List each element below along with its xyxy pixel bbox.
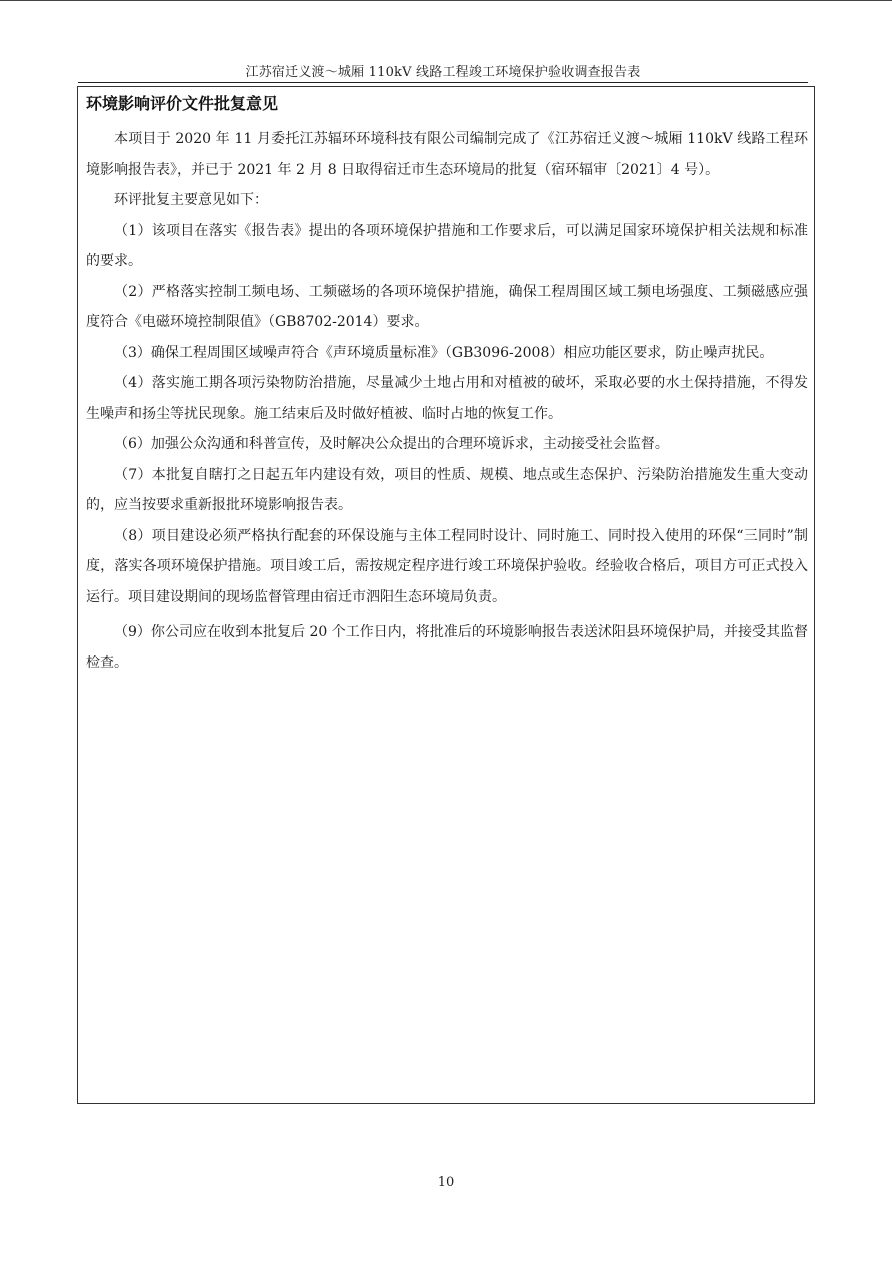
approval-text xyxy=(86,124,808,678)
header-divider xyxy=(78,82,808,83)
approval-opinion-box xyxy=(77,86,815,1104)
page-number: 10 xyxy=(437,1175,455,1190)
paragraph-item-8: （8）项目建设必须严格执行配套的环保设施与主体工程同时设计、同时施工、同时投入使用的环保“三同时”制度，落实各项环境保护措施。项目竣工后，需按规定程序进行竣工环境保护验收。经验收合格后，项目方可正式投入运行。项目建设期间的现场监督管理由宿迁市泗阳生态环境局负责。 xyxy=(86,527,808,605)
paragraph-summary-lead: 环评批复主要意见如下： xyxy=(114,192,268,208)
paragraph-intro: 本项目于 2020 年 11 月委托江苏辐环环境科技有限公司编制完成了《江苏宿迁义渡～城厢 110kV 线路工程环境影响报告表》，并已于 2021 年 2 月 8 日取得宿迁市生态环境局的批复（宿环辐审〔2021〕4 号）。 xyxy=(86,131,808,178)
paragraph-item-6: （6）加强公众沟通和科普宣传，及时解决公众提出的合理环境诉求，主动接受社会监督。 xyxy=(114,436,669,452)
paragraph-item-3: （3）确保工程周围区域噪声符合《声环境质量标准》（GB3096-2008）相应功能区要求，防止噪声扰民。 xyxy=(114,344,774,361)
paragraph-item-9: （9）你公司应在收到本批复后 20 个工作日内，将批准后的环境影响报告表送沭阳县环境保护局，并接受其监督检查。 xyxy=(86,624,808,671)
running-header: 江苏宿迁义渡～城厢 110kV 线路工程竣工环境保护验收调查报告表 xyxy=(245,65,641,80)
paragraph-item-1: （1）该项目在落实《报告表》提出的各项环境保护措施和工作要求后，可以满足国家环境保护相关法规和标准的要求。 xyxy=(86,222,808,269)
paragraph-item-4: （4）落实施工期各项污染物防治措施，尽量减少土地占用和对植被的破坏，采取必要的水土保持措施，不得发生噪声和扬尘等扰民现象。施工结束后及时做好植被、临时占地的恢复工作。 xyxy=(86,375,808,422)
paragraph-item-2: （2）严格落实控制工频电场、工频磁场的各项环境保护措施，确保工程周围区域工频电场强度、工频磁感应强度符合《电磁环境控制限值》（GB8702-2014）要求。 xyxy=(86,283,808,330)
paragraph-item-7: （7）本批复自瞎打之日起五年内建设有效，项目的性质、规模、地点或生态保护、污染防治措施发生重大变动的，应当按要求重新报批环境影响报告表。 xyxy=(86,466,808,513)
page-top-border xyxy=(0,0,892,1)
section-heading: 环境影响评价文件批复意见 xyxy=(86,94,279,113)
